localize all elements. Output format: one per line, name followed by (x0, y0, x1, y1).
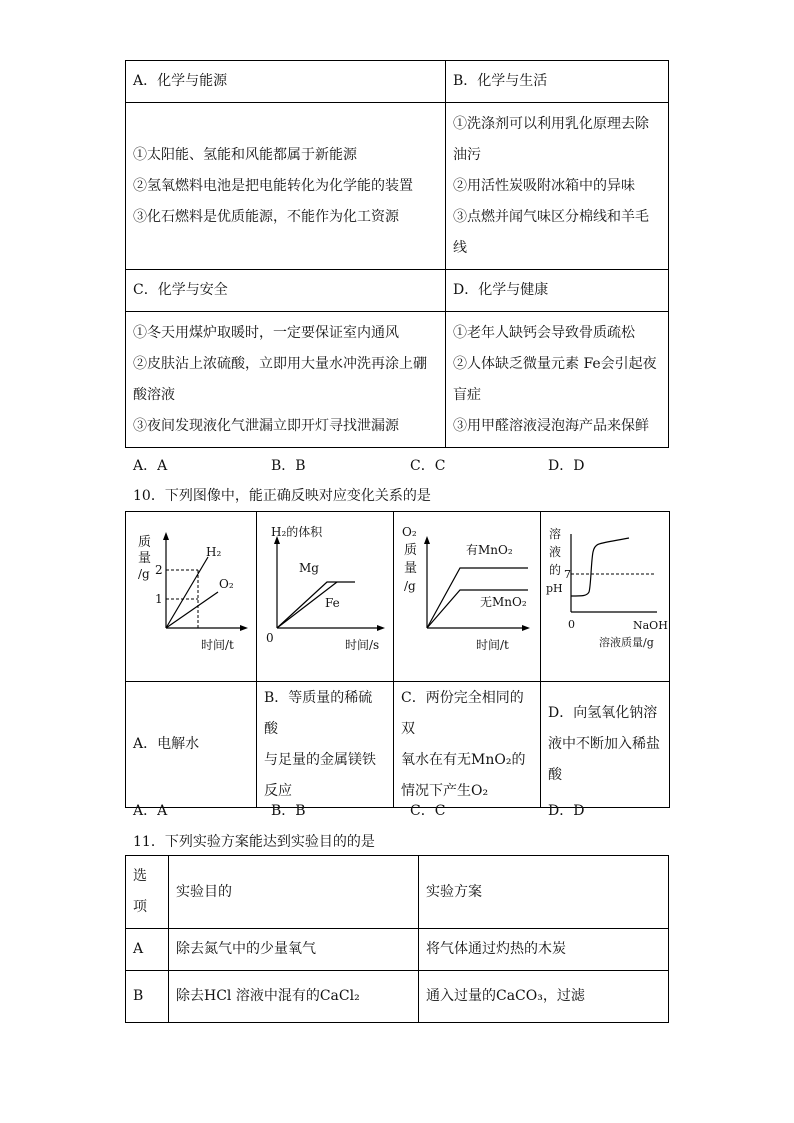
q9-c-item: ②皮肤沾上浓硫酸，立即用大量水冲洗再涂上硼 (133, 355, 427, 372)
q10-desc-c-line: C．两份完全相同的双 (401, 689, 524, 737)
q10-desc-b-line: B．等质量的稀硫酸 (264, 689, 373, 737)
graph-b-label-fe: Fe (325, 596, 340, 610)
q9-d-item: ③用甲醛溶液浸泡海产品来保鲜 (453, 417, 649, 434)
q11-header-option-line: 项 (133, 899, 147, 915)
graph-c-label-without: 无MnO₂ (480, 595, 527, 609)
q11-row-option: A (126, 929, 169, 971)
q9-cell-b-items (446, 103, 669, 270)
q9-table (125, 60, 669, 448)
graph-b-origin: 0 (266, 631, 274, 645)
graph-b-x-arrow (377, 625, 385, 631)
q9-a-item: ①太阳能、氢能和风能都属于新能源 (133, 146, 357, 163)
q9-b-item: 线 (453, 239, 467, 256)
graph-a-xlabel: 时间/t (201, 638, 234, 652)
graph-d-xlabel-1: NaOH (633, 619, 668, 632)
q9-d-item: ②人体缺乏微量元素 Fe会引起夜 (453, 355, 657, 372)
q11-row-plan: 通入过量的CaCO₃，过滤 (419, 971, 669, 1023)
q9-d-item: ①老年人缺钙会导致骨质疏松 (453, 324, 635, 341)
graph-c-ylabel: O₂ (402, 525, 417, 539)
q9-d-title-text: D．化学与健康 (453, 282, 549, 298)
q10-option-c[interactable]: C．C (410, 803, 446, 819)
q9-a-item: ②氢氧燃料电池是把电能转化为化学能的装置 (133, 177, 413, 194)
graph-d-origin: 0 (568, 618, 575, 631)
q11-row-plan: 将气体通过灼热的木炭 (419, 929, 669, 971)
graph-b-line-mg (277, 582, 355, 628)
graph-b-label-mg: Mg (299, 561, 319, 575)
graph-a-tick-2: 2 (155, 563, 163, 577)
q11-row-option: B (126, 971, 169, 1023)
q9-c-item: 酸溶液 (133, 386, 175, 403)
q11-header-option-line: 选 (133, 868, 147, 884)
q9-b-item: 油污 (453, 146, 481, 163)
q10-desc-a-text: A．电解水 (133, 736, 200, 752)
q9-b-title-text: B．化学与生活 (453, 73, 548, 89)
q9-cell-a-items (126, 103, 446, 270)
q11-header-option (126, 856, 169, 929)
q10-option-d[interactable]: D．D (548, 803, 585, 819)
graph-d (541, 512, 669, 669)
q10-graph-a-cell (126, 512, 257, 682)
q10-desc-c-line: 氧水在有无MnO₂的 (401, 751, 526, 768)
q10-option-a[interactable]: A．A (133, 803, 168, 819)
q9-cell-d-items (446, 312, 669, 448)
graph-c (394, 512, 540, 669)
q9-options (133, 455, 673, 477)
q10-option-b[interactable]: B．B (271, 803, 306, 819)
q10-desc-d-line: 液中不断加入稀盐 (548, 736, 660, 752)
graph-a-label-o2: O₂ (219, 577, 234, 591)
graph-b (257, 512, 393, 669)
graph-d-ylabel: 溶 (549, 527, 562, 541)
q11-header-purpose (169, 856, 419, 929)
q9-cell-c-items (126, 312, 446, 448)
q9-c-item: ③夜间发现液化气泄漏立即开灯寻找泄漏源 (133, 417, 399, 434)
q9-a-item: ③化石燃料是优质能源，不能作为化工资源 (133, 208, 399, 225)
q9-a-title-text: A．化学与能源 (133, 73, 228, 89)
q10-desc-a (126, 682, 257, 808)
graph-a (126, 512, 256, 669)
q11-header-purpose-text: 实验目的 (176, 883, 232, 900)
q10-desc-d-line: D．向氢氧化钠溶 (548, 705, 658, 721)
q11-header-plan (419, 856, 669, 929)
graph-c-x-arrow (522, 625, 530, 631)
table-row (126, 971, 669, 1023)
q10-desc-b-line: 反应 (264, 782, 292, 799)
graph-a-tick-1: 1 (155, 592, 163, 606)
q10-desc-d-line: 酸 (548, 767, 562, 783)
q9-b-item: ①洗涤剂可以利用乳化原理去除 (453, 115, 649, 132)
graph-a-y-arrow (163, 532, 169, 540)
graph-a-x-arrow (240, 625, 248, 631)
graph-c-ylabel: 量 (404, 561, 418, 576)
q10-graph-b-cell (257, 512, 394, 682)
q11-row-purpose: 除去HCl 溶液中混有的CaCl₂ (169, 971, 419, 1023)
q9-c-title-text: C．化学与安全 (133, 282, 228, 298)
q11-row-purpose: 除去氮气中的少量氧气 (169, 929, 419, 971)
table-row (126, 929, 669, 971)
q9-option-a[interactable]: A．A (133, 458, 168, 474)
graph-d-tick-7: 7 (564, 568, 571, 581)
graph-b-xlabel: 时间/s (345, 638, 380, 652)
graph-d-ylabel: pH (546, 582, 563, 595)
q9-d-item: 盲症 (453, 386, 481, 403)
q10-desc-d (541, 682, 670, 808)
graph-c-label-with: 有MnO₂ (466, 543, 513, 557)
q9-cell-d-title (446, 270, 669, 312)
q11-stem: 11．下列实验方案能达到实验目的的是 (133, 834, 375, 850)
q9-cell-c-title (126, 270, 446, 312)
graph-a-line-o2 (166, 592, 218, 628)
graph-d-curve (571, 538, 629, 596)
q9-b-item: ③点燃并闻气味区分棉线和羊毛 (453, 208, 649, 225)
graph-a-label-h2: H₂ (206, 545, 222, 559)
q9-c-item: ①冬天用煤炉取暖时，一定要保证室内通风 (133, 324, 399, 341)
q9-cell-a-title (126, 61, 446, 103)
graph-c-ylabel: /g (404, 579, 416, 593)
q9-option-b[interactable]: B．B (271, 458, 306, 474)
graph-d-ylabel: 液 (549, 545, 562, 559)
q9-option-d[interactable]: D．D (548, 458, 585, 474)
graph-d-xlabel-2: 溶液质量/g (599, 636, 654, 649)
q10-desc-c (394, 682, 541, 808)
q10-stem: 10．下列图像中，能正确反映对应变化关系的是 (133, 488, 431, 504)
graph-c-y-arrow (424, 536, 430, 544)
graph-a-line-h2 (166, 557, 208, 628)
q9-b-item: ②用活性炭吸附冰箱中的异味 (453, 177, 635, 194)
graph-a-ylabel: /g (138, 567, 150, 581)
q9-cell-b-title (446, 61, 669, 103)
graph-c-ylabel: 质 (404, 543, 418, 558)
q10-table (125, 511, 670, 808)
q11-table (125, 855, 669, 1023)
graph-c-xlabel: 时间/t (476, 638, 509, 652)
q10-desc-b (257, 682, 394, 808)
q10-graph-d-cell (541, 512, 670, 682)
q10-options (133, 800, 673, 822)
graph-d-ylabel: 的 (549, 563, 562, 577)
graph-b-ylabel: H₂的体积 (271, 525, 323, 539)
q10-graph-c-cell (394, 512, 541, 682)
q10-desc-b-line: 与足量的金属镁铁 (264, 751, 376, 768)
graph-a-ylabel: 质 (138, 535, 152, 550)
q10-desc-c-line: 情况下产生O₂ (401, 782, 489, 799)
q11-header-plan-text: 实验方案 (426, 883, 482, 900)
graph-a-ylabel: 量 (138, 551, 152, 566)
q9-option-c[interactable]: C．C (410, 458, 446, 474)
